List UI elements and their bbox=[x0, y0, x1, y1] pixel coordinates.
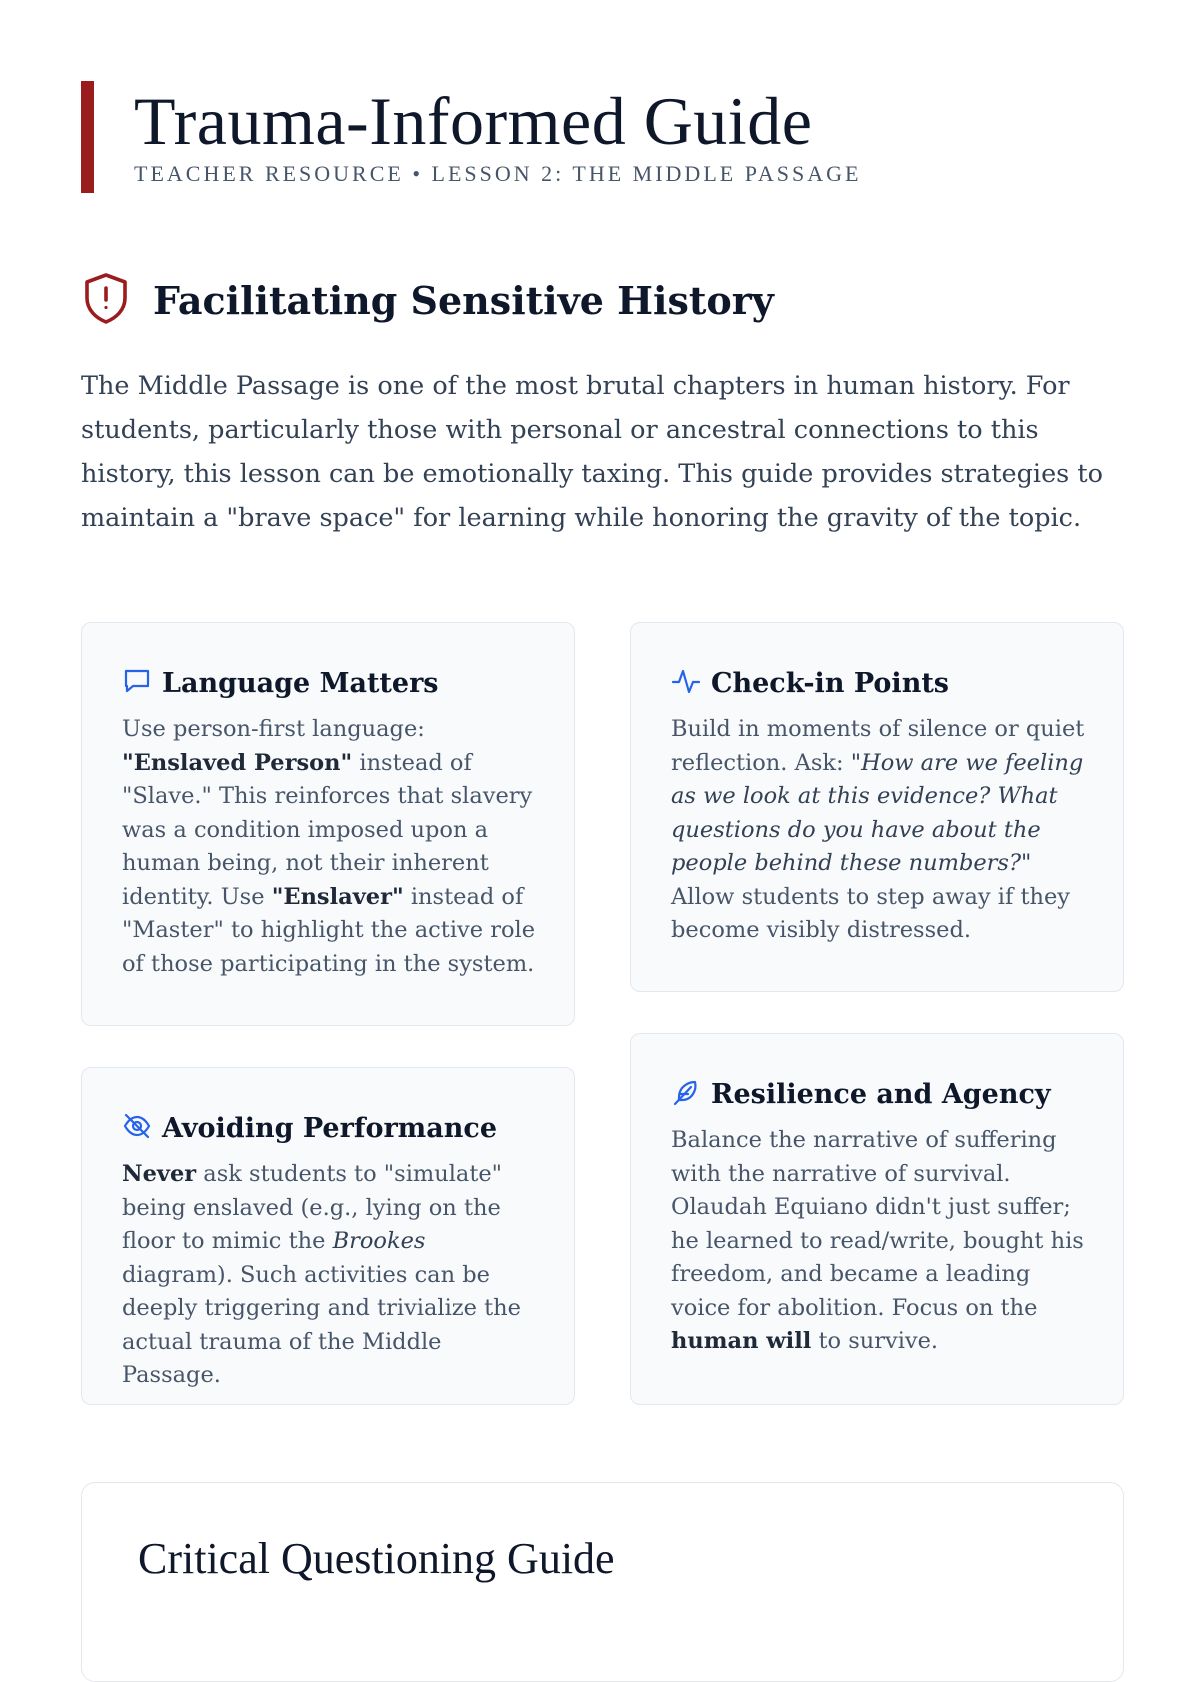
feather-icon bbox=[671, 1077, 711, 1111]
shield-alert-icon bbox=[81, 271, 131, 329]
section-title: Facilitating Sensitive History bbox=[153, 277, 774, 323]
card-title: Language Matters bbox=[162, 667, 439, 699]
card-title: Check-in Points bbox=[711, 667, 949, 699]
card-resilience-agency bbox=[630, 1033, 1124, 1405]
page-header bbox=[81, 81, 1121, 193]
card-body: Never ask students to "simulate" being enslaved (e.g., lying on the floor to mimic the Brookes diagram). Such activities can be deeply triggering and trivialize the actual trauma of the Middle Passage. bbox=[122, 1161, 521, 1388]
card-language-matters bbox=[81, 622, 575, 1026]
message-square-icon bbox=[122, 666, 162, 700]
card-body: Use person-first language: "Enslaved Person" instead of "Slave." This reinforces that slavery was a condition imposed upon a human being, not their inherent identity. Use "Enslaver" instead of "Master" to highlight the active role of those participating in the system. bbox=[122, 716, 536, 977]
card-check-in-points bbox=[630, 622, 1124, 992]
card-body: Build in moments of silence or quiet reflection. Ask: "How are we feeling as we look at this evidence? What questions do you have about the people behind these numbers?" Allow students to step away if they become visibly distressed. bbox=[671, 716, 1085, 943]
page-title: Trauma-Informed Guide bbox=[134, 83, 813, 159]
card-title: Resilience and Agency bbox=[711, 1078, 1051, 1110]
section-header bbox=[81, 272, 774, 328]
eye-off-icon bbox=[122, 1111, 162, 1145]
page-subtitle: TEACHER RESOURCE • LESSON 2: THE MIDDLE PASSAGE bbox=[134, 161, 862, 186]
card-title: Avoiding Performance bbox=[162, 1112, 497, 1144]
critical-questioning-section bbox=[81, 1482, 1124, 1682]
card-body: Balance the narrative of suffering with the narrative of survival. Olaudah Equiano didn't just suffer; he learned to read/write, bought his freedom, and became a leading voice for abolition. Focus on the human will to survive. bbox=[671, 1127, 1084, 1354]
activity-icon bbox=[671, 666, 711, 700]
intro-paragraph: The Middle Passage is one of the most brutal chapters in human history. For students, particularly those with personal or ancestral connections to this history, this lesson can be emotionally taxing. This guide provides strategies to maintain a "brave space" for learning while honoring the gravity of the topic. bbox=[81, 371, 1103, 533]
card-avoiding-performance bbox=[81, 1067, 575, 1405]
critical-questioning-title: Critical Questioning Guide bbox=[138, 1534, 615, 1583]
